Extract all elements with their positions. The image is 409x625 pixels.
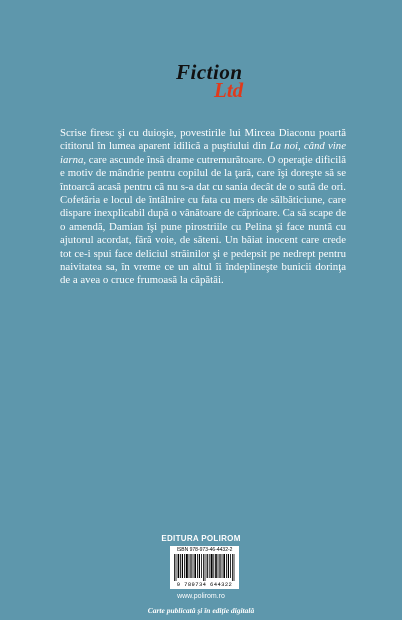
book-blurb	[60, 127, 346, 288]
logo-word-ltd: Ltd	[214, 78, 244, 102]
barcode-number: 9 789734 644322	[176, 581, 233, 588]
publisher-name: EDITURA POLIROM	[161, 534, 241, 543]
blurb-text-end: , care ascunde însă drame cutremurătoare. O operaţie dificilă e motiv de mândrie pentru copilul de la ţară, care îşi doreşte să se întoarcă acasă pentru că nu s-a dat cu sania decât de o sută de ori. Cofetăria e locul de întâlnire cu fata cu mers de sălbăticiune, care dispare inexplicabil după o vânătoare de căprioare. Ca să scape de o amendă, Damian îşi pune pirostriile cu Pelina şi face nuntă cu ajutorul acordat, fără voie, de săteni. Un băiat inocent care crede tot ce-i spui face deliciul străinilor şi e pedepsit pe nedrept pentru naivitatea sa, în vreme ce un altul îi îndeplineşte bunicii dorinţa de a avea o cruce frumoasă la căpătâi.	[60, 153, 346, 287]
fiction-ltd-logo	[172, 60, 262, 104]
blurb-book-title: La noi, când vine iarna	[60, 140, 346, 166]
publisher-website: www.polirom.ro	[177, 593, 225, 600]
digital-edition-note: Carte publicată şi în ediţie digitală	[147, 606, 255, 615]
isbn-number: ISBN 978-973-46-4432-2	[176, 547, 233, 553]
barcode-graphic	[173, 554, 236, 581]
logo-word-fiction: Fiction	[176, 60, 243, 84]
blurb-text-start: Scrise firesc şi cu duioşie, povestirile lui Mircea Diaconu poartă cititorul în lumea aparent idilică a puştiului din	[60, 127, 346, 153]
barcode-panel	[170, 546, 239, 589]
